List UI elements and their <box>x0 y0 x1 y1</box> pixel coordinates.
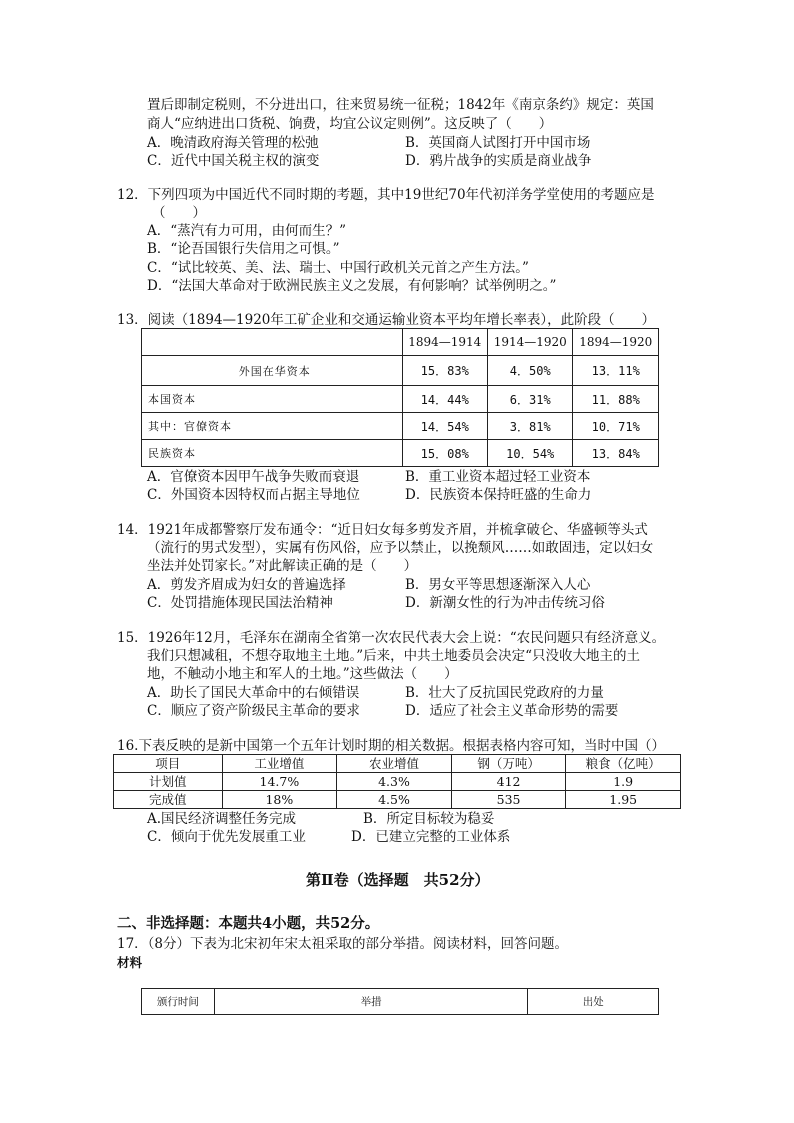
table-cell: 4．50% <box>487 356 572 386</box>
q17-table <box>141 988 659 1015</box>
q12-option-c: C．“试比较英、美、法、瑞士、中国行政机关元首之产生方法。” <box>147 260 529 276</box>
table-cell: 10．54% <box>487 440 572 467</box>
table-row <box>114 755 681 773</box>
table-cell <box>142 329 403 356</box>
q15-option-b: B．壮大了反抗国民党政府的力量 <box>405 685 604 701</box>
q13-table <box>141 328 659 467</box>
table-cell: 535 <box>451 791 566 809</box>
q15-line3: 地，不触动小地主和军人的土地。”这些做法（ ） <box>147 666 458 682</box>
q15-option-c: C．顺应了资产阶级民主革命的要求 <box>147 703 360 719</box>
q16-option-a: A.国民经济调整任务完成 <box>147 811 297 827</box>
table-cell: 18% <box>222 791 337 809</box>
table-row <box>142 989 659 1015</box>
table-cell: 14.7% <box>222 773 337 791</box>
table-header: 工业增值 <box>222 755 337 773</box>
q16-option-d: D．已建立完整的工业体系 <box>351 829 511 845</box>
table-header: 钢（万吨） <box>451 755 566 773</box>
q12-option-a: A．“蒸汽有力可用，由何而生？” <box>147 223 347 239</box>
q17-stem: 17．（8分）下表为北宋初年宋太祖采取的部分举措。阅读材料，回答问题。 <box>117 936 569 952</box>
q15-line2: 我们只想减租，不想夺取地主土地。”后来，中共土地委员会决定“只没收大地主的土 <box>147 648 641 664</box>
table-header: 举措 <box>214 989 528 1015</box>
q13-option-b: B．重工业资本超过轻工业资本 <box>405 469 591 485</box>
table-cell: 412 <box>451 773 566 791</box>
table-header: 农业增值 <box>337 755 452 773</box>
q13-option-c: C．外国资本因特权而占据主导地位 <box>147 487 360 503</box>
table-header: 项目 <box>114 755 223 773</box>
table-row <box>142 386 659 413</box>
table-header: 1894—1914 <box>402 329 487 356</box>
q13-option-d: D．民族资本保持旺盛的生命力 <box>405 487 592 503</box>
table-row <box>142 356 659 386</box>
q11-line2: 商人“应纳进出口货税、饷费，均宜公议定则例”。这反映了（ ） <box>147 116 553 132</box>
table-row <box>114 773 681 791</box>
table-cell: 6．31% <box>487 386 572 413</box>
part2-title: 第Ⅱ卷（选择题 共52分） <box>306 871 490 889</box>
table-cell: 其中：官僚资本 <box>142 413 403 440</box>
q11-option-b: B．英国商人试图打开中国市场 <box>405 135 591 151</box>
q11-line1: 置后即制定税则，不分进出口，往来贸易统一征税；1842年《南京条约》规定：英国 <box>147 97 654 113</box>
table-cell: 4.5% <box>337 791 452 809</box>
q11-option-c: C．近代中国关税主权的演变 <box>147 153 320 169</box>
table-header: 1914—1920 <box>487 329 572 356</box>
q15-option-a: A．助长了国民大革命中的右倾错误 <box>147 685 360 701</box>
q13-option-a: A．官僚资本因甲午战争失败而衰退 <box>147 469 360 485</box>
table-cell: 14．54% <box>402 413 487 440</box>
q11-option-d: D．鸦片战争的实质是商业战争 <box>405 153 592 169</box>
q14-line2: （流行的男式发型），实属有伤风俗，应予以禁止，以挽颓风……如敢固违，定以妇女 <box>147 540 654 556</box>
table-cell: 11．88% <box>573 386 659 413</box>
table-cell: 计划值 <box>114 773 223 791</box>
table-cell: 1.95 <box>566 791 681 809</box>
material-label: 材料 <box>117 955 143 970</box>
table-cell: 外国在华资本 <box>142 356 403 386</box>
q16-stem: 16.下表反映的是新中国第一个五年计划时期的相关数据。根据表格内容可知，当时中国（） <box>117 738 665 754</box>
q14-option-a: A．剪发齐眉成为妇女的普遍选择 <box>147 577 346 593</box>
table-cell: 4.3% <box>337 773 452 791</box>
table-cell: 完成值 <box>114 791 223 809</box>
table-cell: 13．84% <box>573 440 659 467</box>
table-cell: 15．08% <box>402 440 487 467</box>
q16-option-b: B．所定目标较为稳妥 <box>363 811 495 827</box>
table-row <box>142 329 659 356</box>
table-cell: 3．81% <box>487 413 572 440</box>
table-header: 粮食（亿吨） <box>566 755 681 773</box>
table-cell: 10．71% <box>573 413 659 440</box>
q14-line3: 坐法并处罚家长。”对此解读正确的是（ ） <box>147 558 418 574</box>
table-header: 出处 <box>528 989 659 1015</box>
q16-option-c: C．倾向于优先发展重工业 <box>147 829 306 845</box>
q13-stem: 13．阅读（1894—1920年工矿企业和交通运输业资本平均年增长率表），此阶段（ ） <box>117 312 656 328</box>
table-cell: 14．44% <box>402 386 487 413</box>
q12-option-b: B．“论吾国银行失信用之可惧。” <box>147 241 340 257</box>
table-cell: 15．83% <box>402 356 487 386</box>
section-heading: 二、非选择题：本题共4小题，共52分。 <box>117 915 380 932</box>
q12-paren: （ ） <box>152 205 206 221</box>
q16-table <box>113 754 681 809</box>
table-row <box>142 413 659 440</box>
q14-option-d: D．新潮女性的行为冲击传统习俗 <box>405 595 605 611</box>
table-cell: 1.9 <box>566 773 681 791</box>
q12-stem: 12．下列四项为中国近代不同时期的考题，其中19世纪70年代初洋务学堂使用的考题应是 <box>117 187 655 203</box>
table-row <box>142 440 659 467</box>
table-cell: 本国资本 <box>142 386 403 413</box>
q14-option-b: B．男女平等思想逐渐深入人心 <box>405 577 591 593</box>
table-header: 1894—1920 <box>573 329 659 356</box>
q12-option-d: D．“法国大革命对于欧洲民族主义之发展，有何影响？试举例明之。” <box>147 278 557 294</box>
table-cell: 民族资本 <box>142 440 403 467</box>
q15-option-d: D．适应了社会主义革命形势的需要 <box>405 703 619 719</box>
q15-line1: 15．1926年12月，毛泽东在湖南全省第一次农民代表大会上说：“农民问题只有经济意义。 <box>117 630 666 646</box>
table-header: 颁行时间 <box>142 989 215 1015</box>
table-cell: 13．11% <box>573 356 659 386</box>
q14-line1: 14．1921年成都警察厅发布通令：“近日妇女每多剪发齐眉，并梳拿破仑、华盛顿等头式 <box>117 522 648 538</box>
q11-option-a: A．晚清政府海关管理的松弛 <box>147 135 319 151</box>
table-row <box>114 791 681 809</box>
q14-option-c: C．处罚措施体现民国法治精神 <box>147 595 333 611</box>
